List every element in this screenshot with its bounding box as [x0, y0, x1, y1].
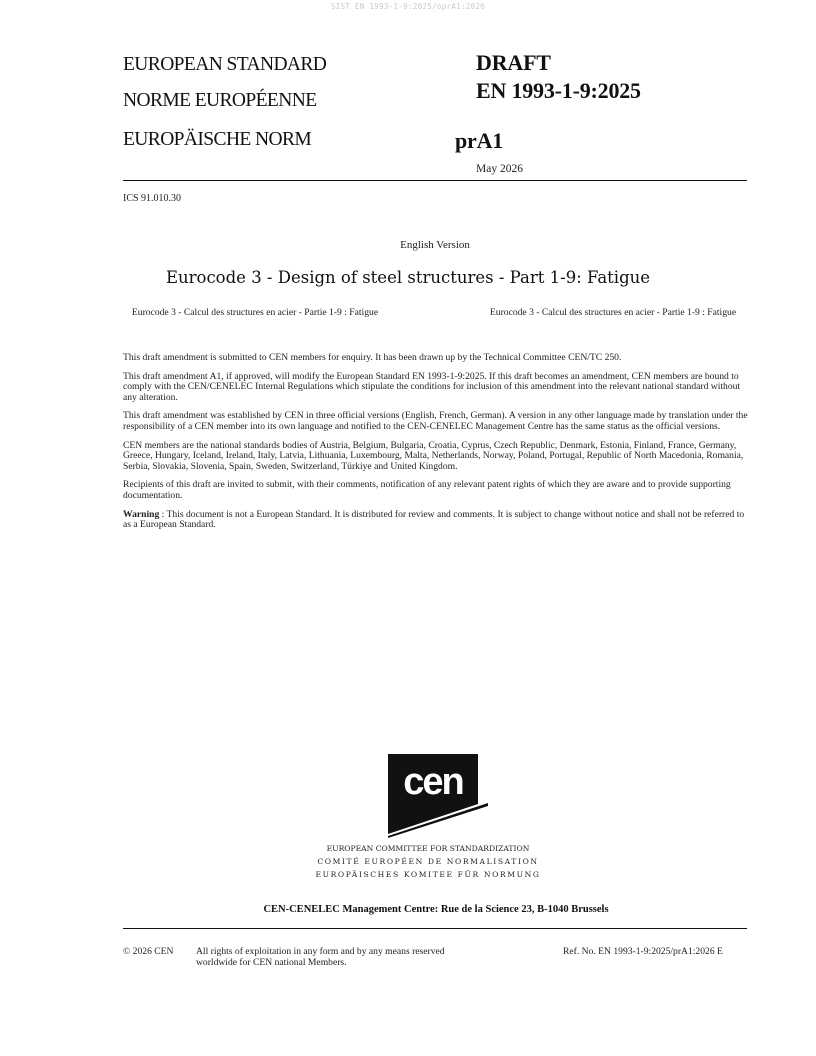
watermark: SIST EN 1993-1-9:2025/oprA1:2026: [330, 2, 486, 11]
document-title: Eurocode 3 - Design of steel structures - Part 1-9: Fatigue: [165, 268, 651, 287]
warning-label: Warning: [123, 508, 160, 520]
rights-line-2: worldwide for CEN national Members.: [196, 957, 347, 968]
title-french: Eurocode 3 - Calcul des structures en acier - Partie 1-9 : Fatigue: [131, 307, 379, 318]
ics-code: ICS 91.010.30: [123, 193, 182, 204]
committee-name-en: EUROPEAN COMMITTEE FOR STANDARDIZATION: [326, 844, 530, 853]
rights-line-1: All rights of exploitation in any form and by any means reserved: [196, 946, 445, 957]
cen-logo-text: cen: [403, 761, 463, 803]
management-centre-address: CEN-CENELEC Management Centre: Rue de la Science 23, B-1040 Brussels: [263, 904, 609, 915]
amendment-label: prA1: [455, 128, 504, 153]
version-label: English Version: [400, 239, 470, 251]
footer-divider: [123, 928, 747, 929]
paragraph-warning: [123, 510, 751, 531]
paragraph-amendment: This draft amendment A1, if approved, will modify the European Standard EN 1993-1-9:2025. If this draft becomes an amendment, CEN members are bound to comply with the CEN/CENELEC Internal Regulations which stipulate the conditions for inclusion of this amendment into the relevant national standard without any alteration.: [123, 370, 741, 403]
draft-label: DRAFT: [476, 50, 551, 75]
standard-name-fr: NORME EUROPÉENNE: [123, 90, 317, 111]
paragraph-patents: Recipients of this draft are invited to submit, with their comments, notification of any relevant patent rights of which they are aware and to provide supporting documentation.: [123, 479, 731, 501]
committee-name-de: EUROPÄISCHES KOMITEE FÜR NORMUNG: [315, 870, 541, 879]
body-text: [123, 353, 751, 539]
rights-statement: [196, 946, 445, 968]
warning-text: : This document is not a European Standard. It is distributed for review and comments. It is subject to change without notice and shall not be referred to as a European Standard.: [123, 508, 745, 531]
paragraph-members: CEN members are the national standards bodies of Austria, Belgium, Bulgaria, Croatia, Cyprus, Czech Republic, Denmark, Estonia, Finland, France, Germany, Greece, Hungary, Iceland, Ireland, Italy, Latvia, Lithuania, Luxembourg, Malta, Netherlands, Norway, Poland, Portugal, Republic of North Macedonia, Romania, Serbia, Slovakia, Slovenia, Spain, Sweden, Switzerland, Türkiye and United Kingdom.: [123, 439, 744, 472]
header-divider: [123, 180, 747, 181]
standard-name-en: EUROPEAN STANDARD: [123, 54, 327, 75]
committee-name-fr: COMITÉ EUROPÉEN DE NORMALISATION: [317, 857, 539, 866]
copyright: © 2026 CEN: [123, 946, 174, 957]
cen-logo: [388, 754, 492, 842]
title-german: Eurocode 3 - Calcul des structures en acier - Partie 1-9 : Fatigue: [489, 307, 737, 318]
standard-name-de: EUROPÄISCHE NORM: [123, 129, 312, 150]
publication-date: May 2026: [476, 163, 523, 175]
paragraph-versions: This draft amendment was established by CEN in three official versions (English, French, German). A version in any other language made by translation under the responsibility of a CEN member into its own language and notified to the CEN-CENELEC Management Centre has the same status as the official versions.: [123, 410, 748, 432]
paragraph-enquiry: This draft amendment is submitted to CEN members for enquiry. It has been drawn up by the Technical Committee CEN/TC 250.: [123, 352, 622, 363]
standard-number: EN 1993-1-9:2025: [476, 78, 641, 103]
reference-number: Ref. No. EN 1993-1-9:2025/prA1:2026 E: [563, 946, 723, 957]
